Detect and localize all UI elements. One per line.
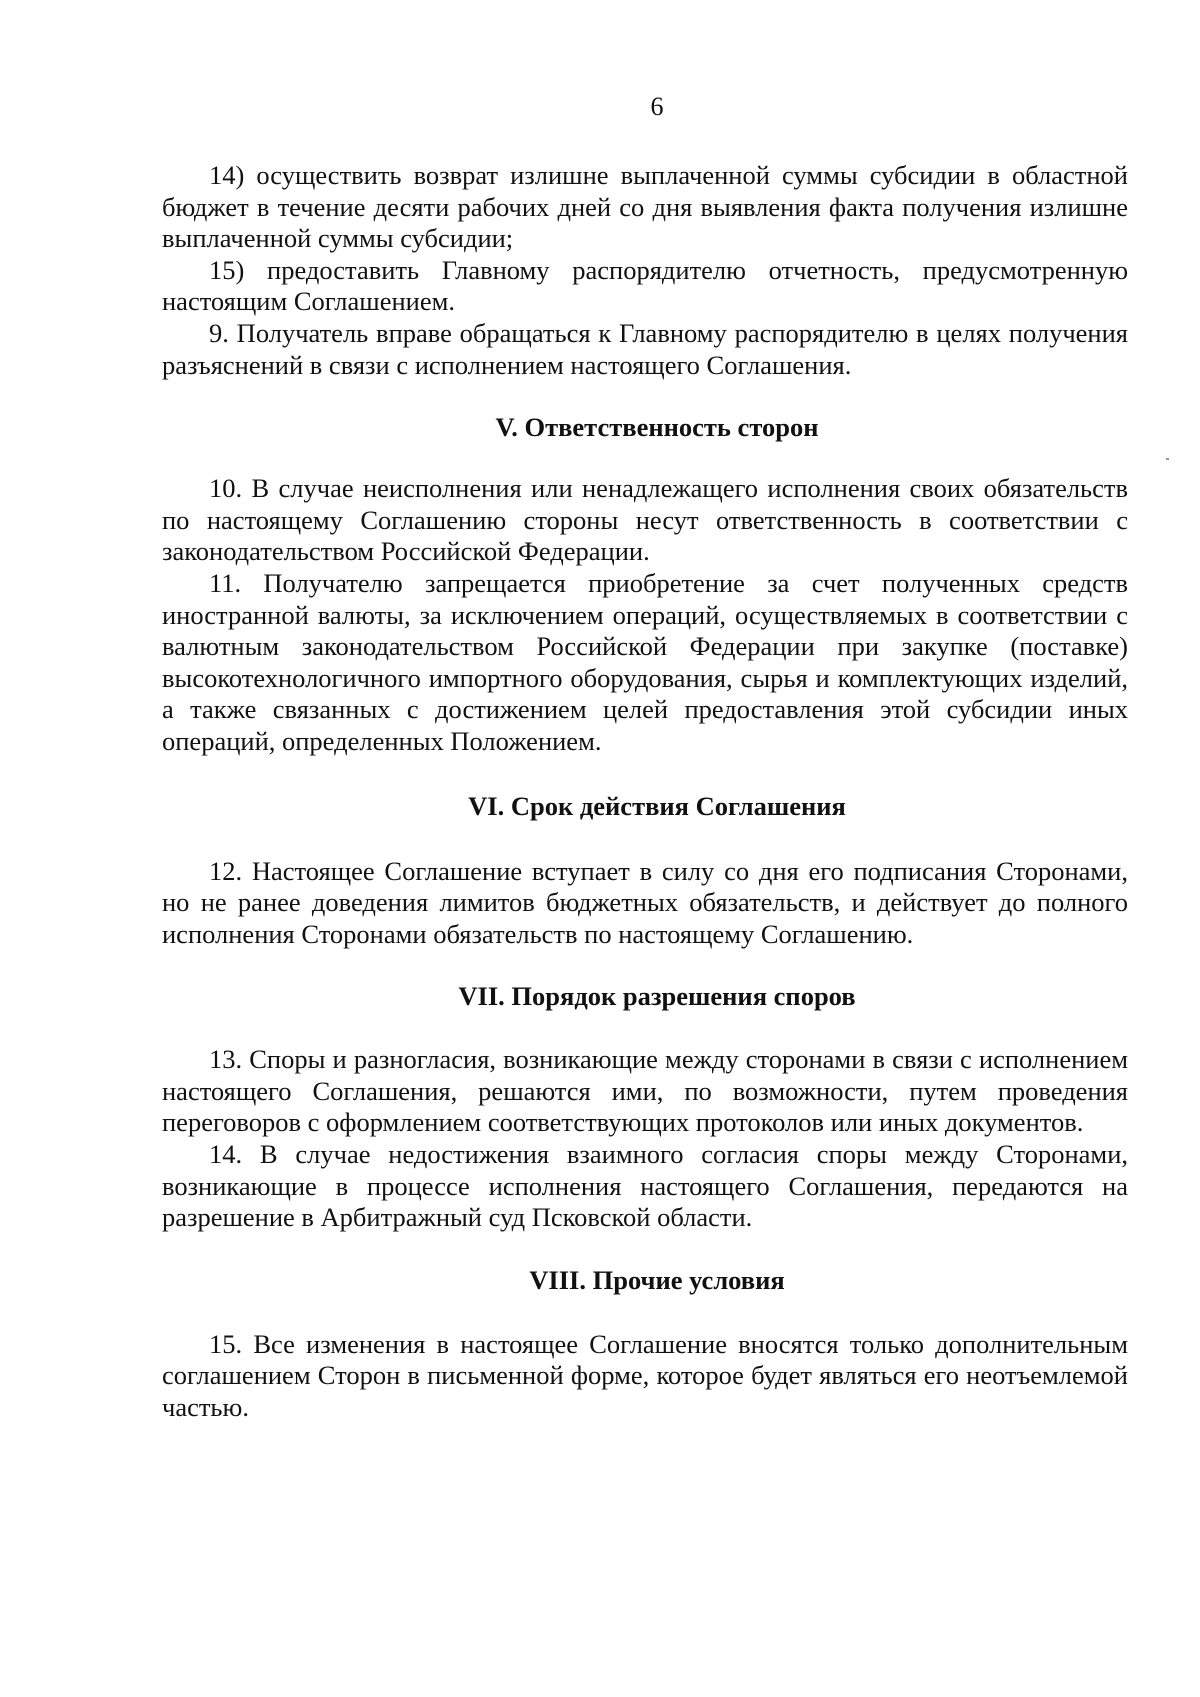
paragraph-14-arbitration: 14. В случае недостижения взаимного согласия споры между Сторонами, возникающие в процессе исполнения настоящего Соглашения, передаются на разрешение в Арбитражный суд Псковской области. [162, 1139, 1128, 1233]
scan-speck [1166, 458, 1169, 460]
section-heading-v: V. Ответственность сторон [495, 412, 819, 443]
paragraph-15-reporting: 15) предоставить Главному распорядителю отчетность, предусмотренную настоящим Соглашением. [162, 254, 1128, 317]
paragraph-15-amendments: 15. Все изменения в настоящее Соглашение вносятся только дополнительным соглашением Сторон в письменной форме, которое будет являться его неотъемлемой частью. [162, 1328, 1128, 1423]
paragraph-9-clarifications: 9. Получатель вправе обращаться к Главному распорядителю в целях получения разъяснений в связи с исполнением настоящего Соглашения. [162, 317, 1128, 380]
paragraph-14-refund: 14) осуществить возврат излишне выплаченной суммы субсидии в областной бюджет в течение десяти рабочих дней со дня выявления факта получения излишне выплаченной суммы субсидии; [162, 160, 1128, 254]
paragraph-10-liability: 10. В случае неисполнения или ненадлежащего исполнения своих обязательств по настоящему Соглашению стороны несут ответственность в соответствии с законодательством Российской Федерации. [162, 473, 1128, 567]
section-heading-viii: VIII. Прочие условия [529, 1264, 785, 1295]
page-number: 6 [650, 92, 664, 121]
section-heading-vii: VII. Порядок разрешения споров [458, 981, 856, 1012]
paragraph-13-disputes: 13. Споры и разногласия, возникающие между сторонами в связи с исполнением настоящего Соглашения, решаются ими, по возможности, путем проведения переговоров с оформлением соответствующих протоколов или иных документов. [162, 1044, 1128, 1138]
paragraph-12-term: 12. Настоящее Соглашение вступает в силу со дня его подписания Сторонами, но не ранее доведения лимитов бюджетных обязательств, и действует до полного исполнения Сторонами обязательств по настоящему Соглашению. [162, 855, 1128, 949]
paragraph-11-currency: 11. Получателю запрещается приобретение за счет полученных средств иностранной валюты, за исключением операций, осуществляемых в соответствии с валютным законодательством Российской Федерации при закупке (поставке) высокотехнологичного импортного оборудования, сырья и комплектующих изделий, а также связанных с достижением целей предоставления этой субсидии иных операций, определенных Положением. [162, 567, 1128, 756]
section-heading-vi: VI. Срок действия Соглашения [468, 790, 846, 821]
